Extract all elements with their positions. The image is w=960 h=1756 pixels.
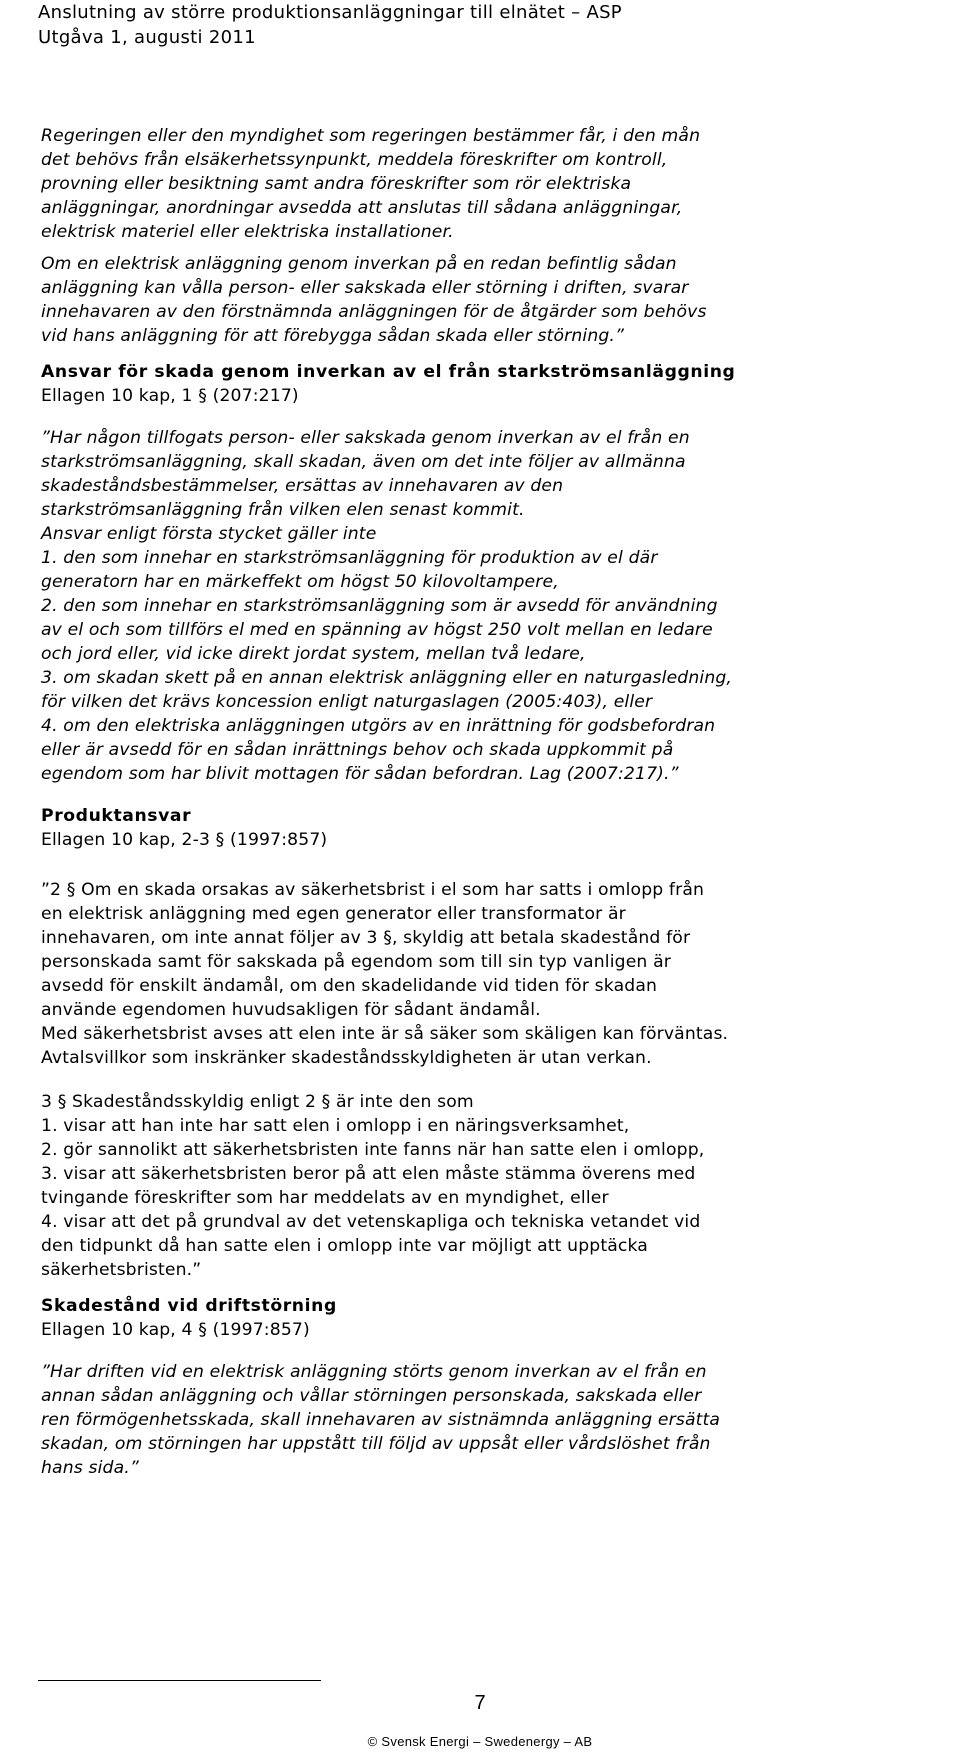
section-heading: Produktansvar: [41, 806, 192, 826]
section-disturbance: [41, 1294, 931, 1342]
intro-quote-line: elektrisk materiel eller elektriska installationer.: [41, 222, 454, 242]
product-line: innehavaren, om inte annat följer av 3 §, skyldig att betala skadestånd för: [41, 928, 691, 948]
interference-quote-line: innehavaren av den förstnämnda anläggningen för de åtgärder som behövs: [41, 302, 707, 322]
interference-quote-line: anläggning kan vålla person- eller sakskada eller störning i driften, svarar: [41, 278, 689, 298]
product-line: 3. visar att säkerhetsbristen beror på att elen måste stämma överens med: [41, 1164, 696, 1184]
disturbance-quote-line: skadan, om störningen har uppstått till följd av uppsåt eller vårdslöshet från: [41, 1434, 711, 1454]
footer-divider: [38, 1680, 321, 1681]
law-reference: Ellagen 10 kap, 1 § (207:217): [41, 386, 299, 406]
liability-quote-line: ”Har någon tillfogats person- eller sakskada genom inverkan av el från en: [41, 428, 690, 448]
product-line: avsedd för enskilt ändamål, om den skadelidande vid tiden för skadan: [41, 976, 658, 996]
liability-exception-line: egendom som har blivit mottagen för sådan befordran. Lag (2007:217).”: [41, 764, 679, 784]
liability-quote-line: starkströmsanläggning från vilken elen senast kommit.: [41, 500, 525, 520]
liability-exception-line: och jord eller, vid icke direkt jordat system, mellan två ledare,: [41, 644, 586, 664]
liability-quote-line: skadeståndsbestämmelser, ersättas av innehavaren av den: [41, 476, 564, 496]
product-line: tvingande föreskrifter som har meddelats av en myndighet, eller: [41, 1188, 609, 1208]
interference-quote-line: vid hans anläggning för att förebygga sådan skada eller störning.”: [41, 326, 625, 346]
disturbance-quote-line: annan sådan anläggning och vållar störningen personskada, sakskada eller: [41, 1386, 702, 1406]
document-title: Anslutning av större produktionsanläggningar till elnätet – ASP: [38, 2, 622, 23]
liability-exception-line: Ansvar enligt första stycket gäller inte: [41, 524, 377, 544]
liability-quote-line: starkströmsanläggning, skall skadan, även om det inte följer av allmänna: [41, 452, 686, 472]
disturbance-quote-line: ren förmögenhetsskada, skall innehavaren av sistnämnda anläggning ersätta: [41, 1410, 721, 1430]
disturbance-quote: [41, 1360, 931, 1480]
product-line: 3 § Skadeståndsskyldig enligt 2 § är inte den som: [41, 1092, 474, 1112]
product-line: Avtalsvillkor som inskränker skadeståndsskyldigheten är utan verkan.: [41, 1048, 652, 1068]
product-line: 2. gör sannolikt att säkerhetsbristen inte fanns när han satte elen i omlopp,: [41, 1140, 705, 1160]
liability-quote: [41, 426, 931, 786]
page-content: [41, 124, 931, 1480]
liability-exception-line: 1. den som innehar en starkströmsanläggning för produktion av el där: [41, 548, 658, 568]
page-header: [38, 0, 918, 50]
disturbance-quote-line: ”Har driften vid en elektrisk anläggning störts genom inverkan av el från en: [41, 1362, 707, 1382]
interference-quote-line: Om en elektrisk anläggning genom inverkan på en redan befintlig sådan: [41, 254, 677, 274]
product-line: den tidpunkt då han satte elen i omlopp inte var möjligt att upptäcka: [41, 1236, 648, 1256]
interference-quote: [41, 252, 931, 348]
intro-quote-line: Regeringen eller den myndighet som regeringen bestämmer får, i den mån: [41, 126, 701, 146]
product-line: använde egendomen huvudsakligen för sådant ändamål.: [41, 1000, 541, 1020]
liability-exception-line: av el och som tillförs el med en spänning av högst 250 volt mellan en ledare: [41, 620, 713, 640]
section-product: [41, 804, 931, 852]
product-paragraph-3: [41, 1090, 931, 1282]
product-line: 4. visar att det på grundval av det vetenskapliga och tekniska vetandet vid: [41, 1212, 701, 1232]
product-line: Med säkerhetsbrist avses att elen inte är så säker som skäligen kan förväntas.: [41, 1024, 729, 1044]
liability-exception-line: 4. om den elektriska anläggningen utgörs av en inrättning för godsbefordran: [41, 716, 716, 736]
intro-quote-line: provning eller besiktning samt andra föreskrifter som rör elektriska: [41, 174, 632, 194]
intro-quote: [41, 124, 931, 244]
intro-quote-line: det behövs från elsäkerhetssynpunkt, meddela föreskrifter om kontroll,: [41, 150, 668, 170]
product-paragraph-2: [41, 878, 931, 1070]
law-reference: Ellagen 10 kap, 4 § (1997:857): [41, 1320, 310, 1340]
liability-exception-line: eller är avsedd för en sådan inrättnings behov och skada uppkommit på: [41, 740, 674, 760]
intro-quote-line: anläggningar, anordningar avsedda att anslutas till sådana anläggningar,: [41, 198, 683, 218]
product-line: personskada samt för sakskada på egendom som till sin typ vanligen är: [41, 952, 671, 972]
liability-exception-line: generatorn har en märkeffekt om högst 50 kilovoltampere,: [41, 572, 559, 592]
section-heading: Ansvar för skada genom inverkan av el från starkströmsanläggning: [41, 362, 736, 382]
product-line: 1. visar att han inte har satt elen i omlopp i en näringsverksamhet,: [41, 1116, 630, 1136]
liability-exception-line: för vilken det krävs koncession enligt naturgaslagen (2005:403), eller: [41, 692, 653, 712]
law-reference: Ellagen 10 kap, 2-3 § (1997:857): [41, 830, 328, 850]
section-liability: [41, 360, 931, 408]
disturbance-quote-line: hans sida.”: [41, 1458, 139, 1478]
liability-exception-line: 2. den som innehar en starkströmsanläggning som är avsedd för användning: [41, 596, 718, 616]
product-line: säkerhetsbristen.”: [41, 1260, 202, 1280]
footer-copyright: © Svensk Energi – Swedenergy – AB: [367, 1734, 593, 1749]
liability-exception-line: 3. om skadan skett på en annan elektrisk anläggning eller en naturgasledning,: [41, 668, 733, 688]
section-heading: Skadestånd vid driftstörning: [41, 1296, 337, 1316]
page-number: 7: [474, 1692, 486, 1714]
product-line: en elektrisk anläggning med egen generator eller transformator är: [41, 904, 626, 924]
product-line: ”2 § Om en skada orsakas av säkerhetsbrist i el som har satts i omlopp från: [41, 880, 705, 900]
document-edition: Utgåva 1, augusti 2011: [38, 27, 256, 48]
